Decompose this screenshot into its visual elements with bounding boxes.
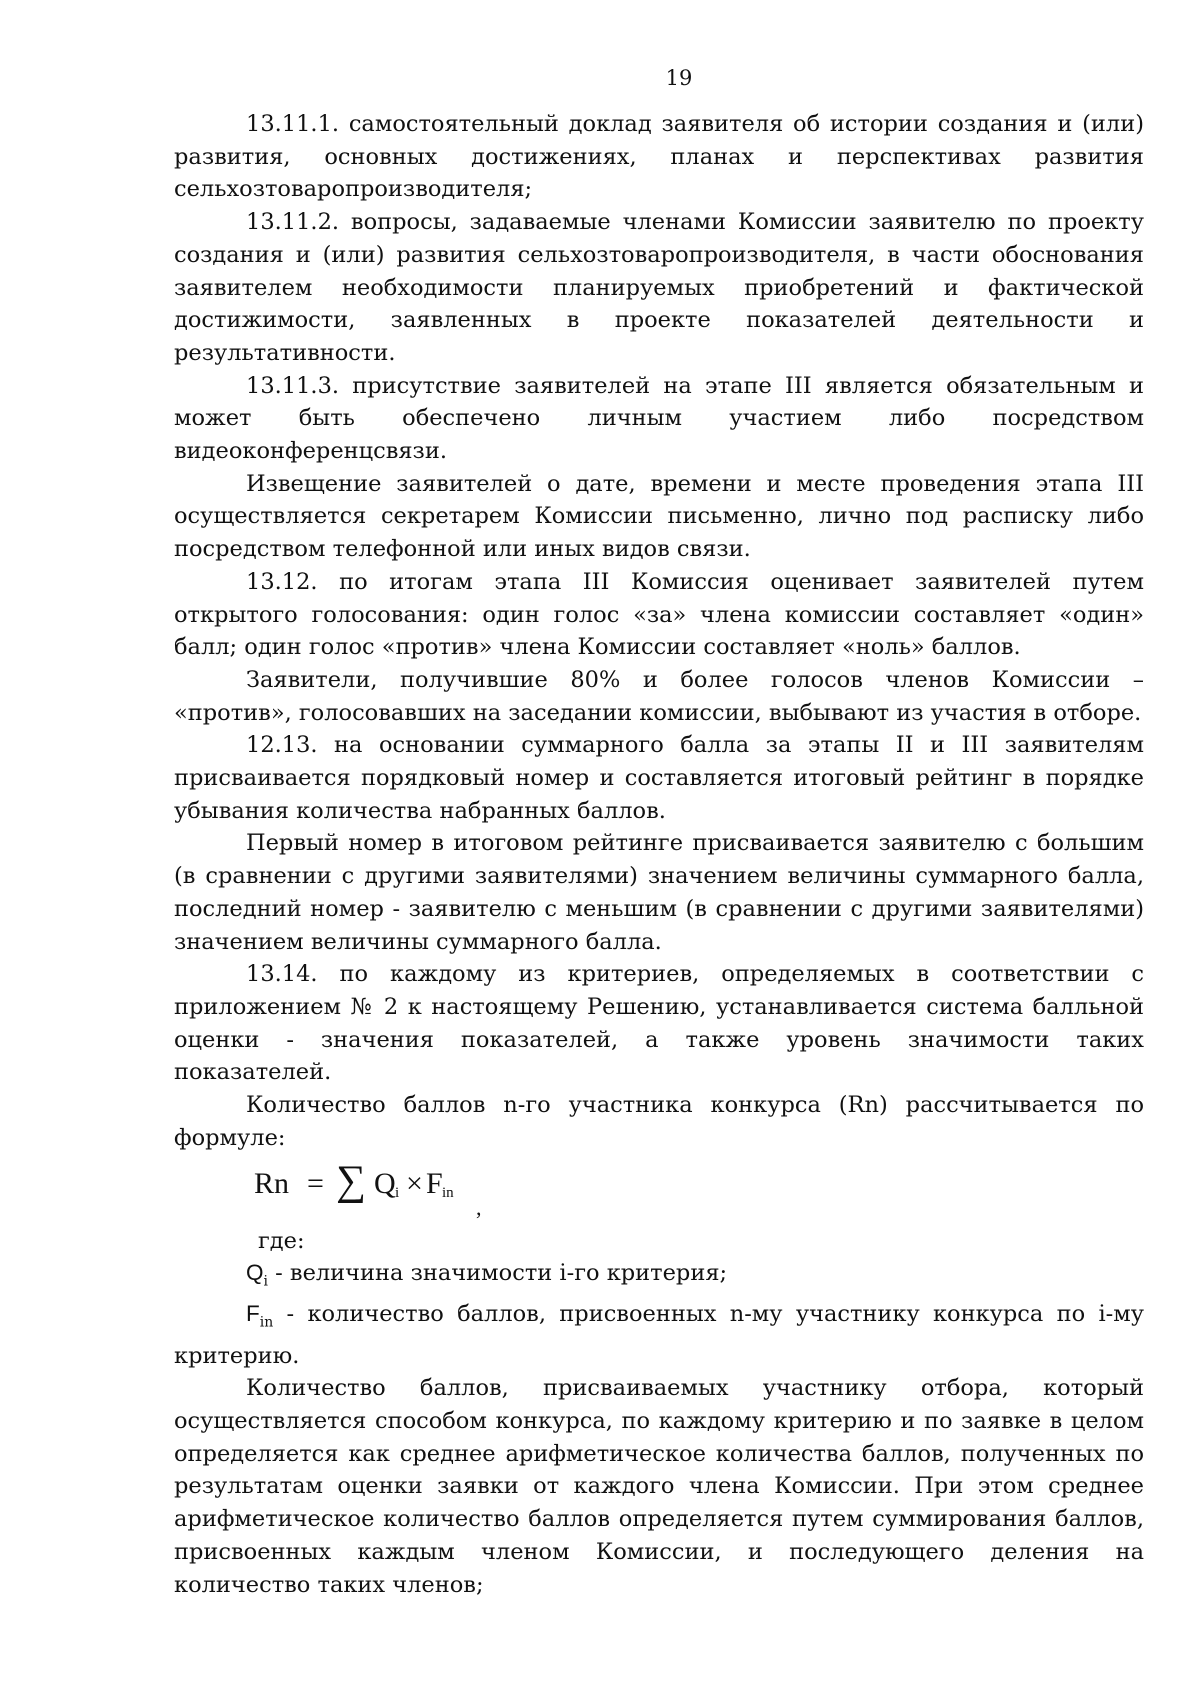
formula-sum-symbol: ∑ [336, 1157, 366, 1204]
formula-lhs: Rn [254, 1166, 290, 1200]
formula-equals: = [307, 1166, 324, 1200]
paragraph-13-11-2: 13.11.2. вопросы, задаваемые членами Комиссии заявителю по проекту создания и (или) развития сельхозтоваропроизводителя, в части обоснования заявителем необходимости планируемых приобретений и фактической достижимости, заявленных в проекте показателей деятельности и результативности. [174, 209, 1144, 366]
paragraph-13-11-1: 13.11.1. самостоятельный доклад заявителя об истории создания и (или) развития, основных достижениях, планах и перспективах развития сельхозтоваропроизводителя; [174, 111, 1144, 203]
paragraph-12-13: 12.13. на основании суммарного балла за этапы II и III заявителям присваивается порядковый номер и составляется итоговый рейтинг в порядке убывания количества набранных баллов. [174, 732, 1144, 824]
paragraph-13-12: 13.12. по итогам этапа III Комиссия оценивает заявителей путем открытого голосования: один голос «за» члена комиссии составляет «один» балл; один голос «против» члена Комиссии составляет «ноль» баллов. [174, 568, 1144, 661]
formula-q: Q [374, 1166, 396, 1200]
paragraph-dropout: Заявители, получившие 80% и более голосов членов Комиссии – «против», голосовавших на заседании комиссии, выбывают из участия в отборе. [174, 666, 1144, 726]
formula-times: × [406, 1166, 423, 1200]
definition-q-symbol: Q [246, 1260, 264, 1286]
score-formula [254, 1155, 1144, 1225]
definition-q [174, 1257, 1144, 1298]
formula-comma: , [476, 1194, 482, 1220]
definition-f [174, 1298, 1144, 1372]
formula-f: F [426, 1166, 443, 1200]
definition-f-subscript: in [259, 1314, 274, 1331]
paragraph-13-11-3: 13.11.3. присутствие заявителей на этапе III является обязательным и может быть обеспечено личным участием либо посредством видеоконференцсвязи. [174, 372, 1144, 465]
paragraph-notification: Извещение заявителей о дате, времени и месте проведения этапа III осуществляется секретарем Комиссии письменно, лично под расписку либо посредством телефонной или иных видов связи. [174, 470, 1144, 563]
definition-q-text: - величина значимости i-го критерия; [268, 1260, 728, 1287]
definition-f-symbol: F [246, 1301, 260, 1327]
formula-f-subscript: in [442, 1184, 454, 1201]
formula-q-subscript: i [395, 1184, 400, 1201]
paragraph-13-14: 13.14. по каждому из критериев, определяемых в соответствии с приложением № 2 к настоящему Решению, устанавливается система балльной оценки - значения показателей, а также уровень значимости таких показателей. [174, 961, 1144, 1086]
definition-f-text: - количество баллов, присвоенных n-му участнику конкурса по i-му критерию. [174, 1301, 1144, 1369]
paragraph-average-score: Количество баллов, присваиваемых участнику отбора, который осуществляется способом конкурса, по каждому критерию и по заявке в целом определяется как среднее арифметическое количества баллов, полученных по результатам оценки заявки от каждого члена Комиссии. При этом среднее арифметическое количество баллов определяется путем суммирования баллов, присвоенных каждым членом Комиссии, и последующего деления на количество таких членов; [174, 1375, 1144, 1598]
paragraph-formula-intro: Количество баллов n-го участника конкурса (Rn) рассчитывается по формуле: [174, 1092, 1144, 1151]
where-label: где: [258, 1227, 305, 1254]
page-number: 19 [665, 66, 693, 90]
paragraph-ranking: Первый номер в итоговом рейтинге присваивается заявителю с большим (в сравнении с другими заявителями) значением величины суммарного балла, последний номер - заявителю с меньшим (в сравнении с другими заявителями) значением величины суммарного балла. [174, 830, 1144, 955]
definition-q-subscript: i [263, 1273, 268, 1290]
